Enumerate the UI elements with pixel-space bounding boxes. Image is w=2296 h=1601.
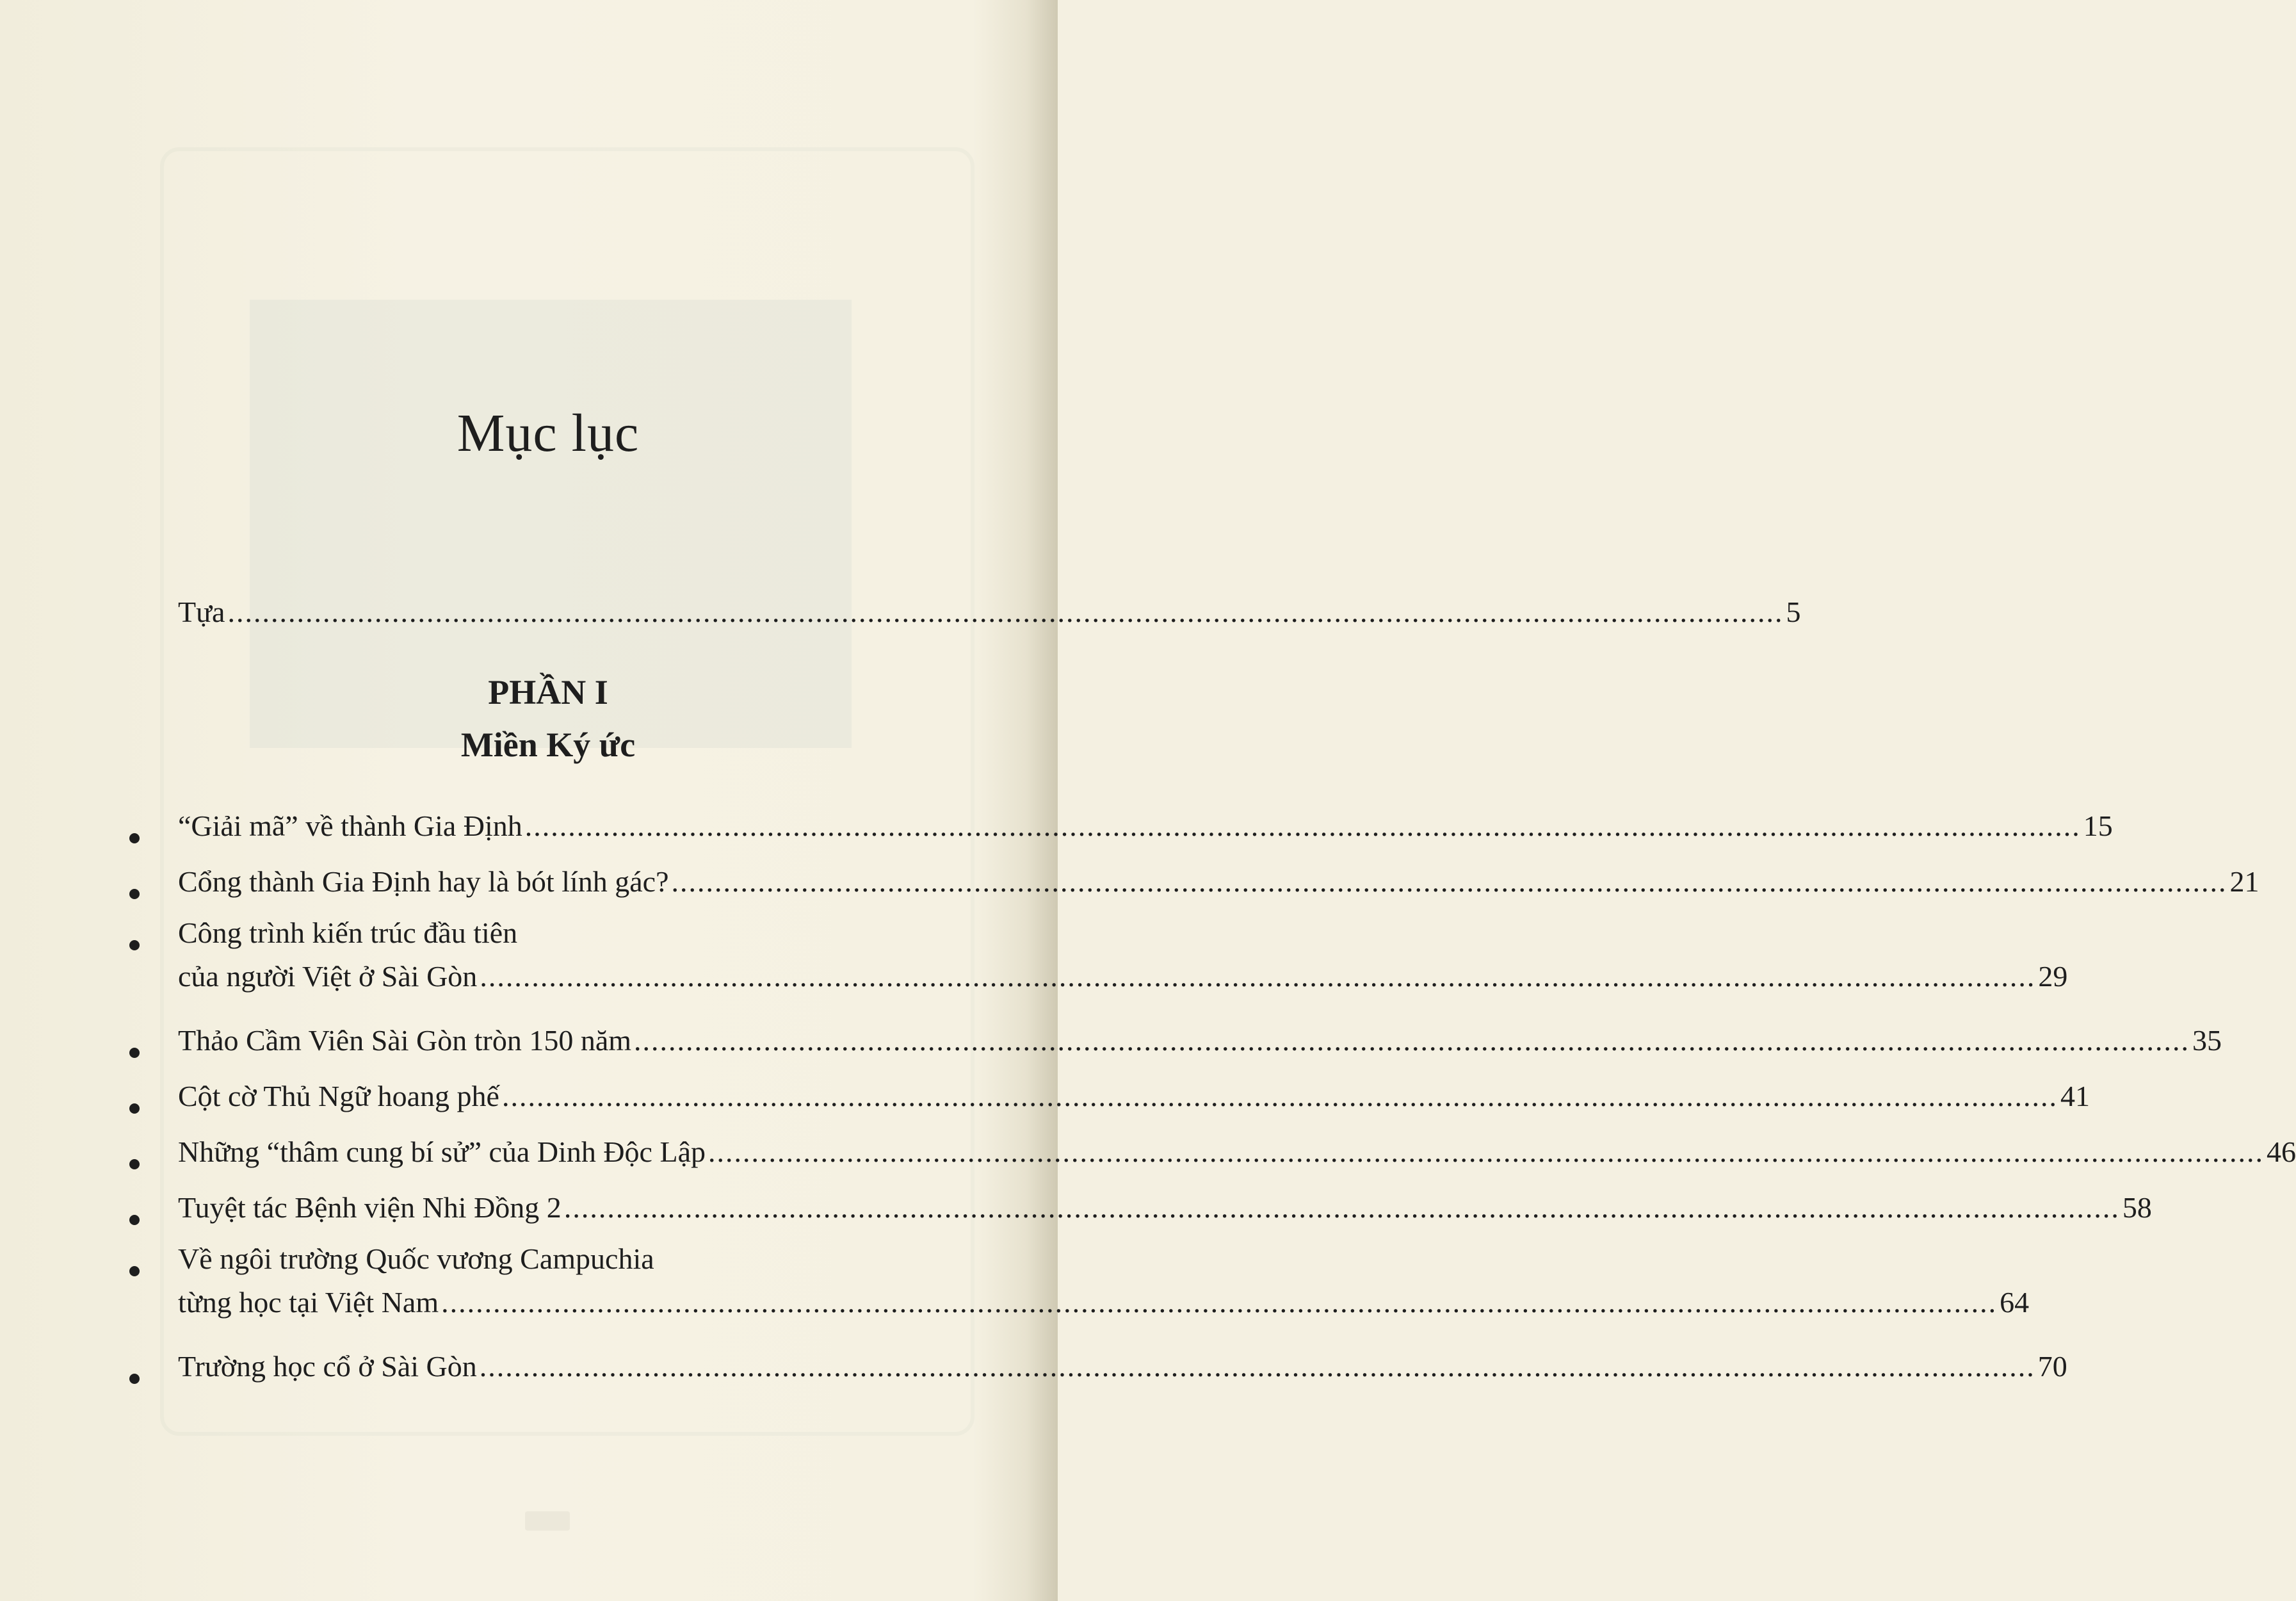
toc-entry-title-first-line: Công trình kiến trúc đầu tiên [178, 916, 518, 949]
toc-entry[interactable] [178, 1078, 2090, 1114]
toc-entry[interactable] [178, 915, 2068, 995]
page-title: Mục lục [457, 403, 640, 463]
toc-page-number: 58 [2122, 1191, 2152, 1224]
toc-entry-title: Tựa [178, 596, 225, 628]
bullet-icon [129, 1266, 140, 1276]
toc-page-number: 35 [2192, 1024, 2222, 1057]
dot-leader: .................................................................................................................................................................................... [634, 1024, 2190, 1057]
toc-page-number: 21 [2229, 865, 2260, 898]
bullet-icon [129, 940, 140, 950]
part-label: PHẦN I [488, 673, 608, 711]
toc-page-number: 64 [2000, 1286, 2030, 1319]
bullet-icon [129, 1048, 140, 1058]
toc-page-number: 5 [1786, 596, 1801, 628]
dot-leader: .................................................................................................................................................................................... [524, 809, 2081, 842]
toc-entry-title: Những “thâm cung bí sử” của Dinh Độc Lập [178, 1135, 706, 1168]
toc-page-number: 15 [2083, 809, 2113, 842]
toc-entry-title: từng học tại Việt Nam [178, 1286, 439, 1319]
dot-leader: .................................................................................................................................................................................... [227, 596, 1784, 628]
bullet-icon [129, 1374, 140, 1384]
bullet-icon [129, 1103, 140, 1114]
bullet-icon [129, 833, 140, 843]
toc-entry[interactable] [178, 1190, 2152, 1226]
bullet-icon [129, 1215, 140, 1225]
toc-page-number: 41 [2060, 1080, 2090, 1112]
dot-leader: .................................................................................................................................................................................... [707, 1135, 2264, 1168]
show-through-page-number [525, 1511, 570, 1531]
toc-entry-title: Trường học cổ ở Sài Gòn [178, 1350, 477, 1383]
dot-leader: .................................................................................................................................................................................... [501, 1080, 2058, 1112]
dot-leader: .................................................................................................................................................................................... [479, 1350, 2035, 1383]
toc-entry-title: của người Việt ở Sài Gòn [178, 960, 478, 993]
toc-page-number: 70 [2037, 1350, 2067, 1383]
dot-leader: .................................................................................................................................................................................... [480, 960, 2036, 993]
toc-entry[interactable] [178, 1241, 2030, 1321]
dot-leader: .................................................................................................................................................................................... [563, 1191, 2120, 1224]
toc-entry[interactable] [178, 1134, 2296, 1170]
toc-entry-title-first-line: Về ngôi trường Quốc vương Campuchia [178, 1242, 654, 1275]
toc-entry[interactable] [178, 1349, 2067, 1385]
bullet-icon [129, 1159, 140, 1169]
toc-entry-title: Cổng thành Gia Định hay là bót lính gác? [178, 865, 669, 898]
part-title: Miền Ký ức [460, 726, 636, 764]
toc-entry[interactable] [178, 1023, 2222, 1059]
bullet-icon [129, 889, 140, 899]
dot-leader: .................................................................................................................................................................................... [441, 1286, 1998, 1319]
toc-entry-title: Thảo Cầm Viên Sài Gòn tròn 150 năm [178, 1024, 632, 1057]
toc-entry-title: Cột cờ Thủ Ngữ hoang phế [178, 1080, 499, 1112]
dot-leader: .................................................................................................................................................................................... [671, 865, 2227, 898]
toc-entry[interactable] [178, 808, 2113, 844]
toc-page-number: 29 [2038, 960, 2068, 993]
toc-entry-title: “Giải mã” về thành Gia Định [178, 809, 522, 842]
toc-entry[interactable] [178, 864, 2260, 900]
toc-page-number: 46 [2266, 1135, 2296, 1168]
toc-entry-preface[interactable] [178, 594, 1801, 630]
toc-entry-title: Tuyệt tác Bệnh viện Nhi Đồng 2 [178, 1191, 562, 1224]
